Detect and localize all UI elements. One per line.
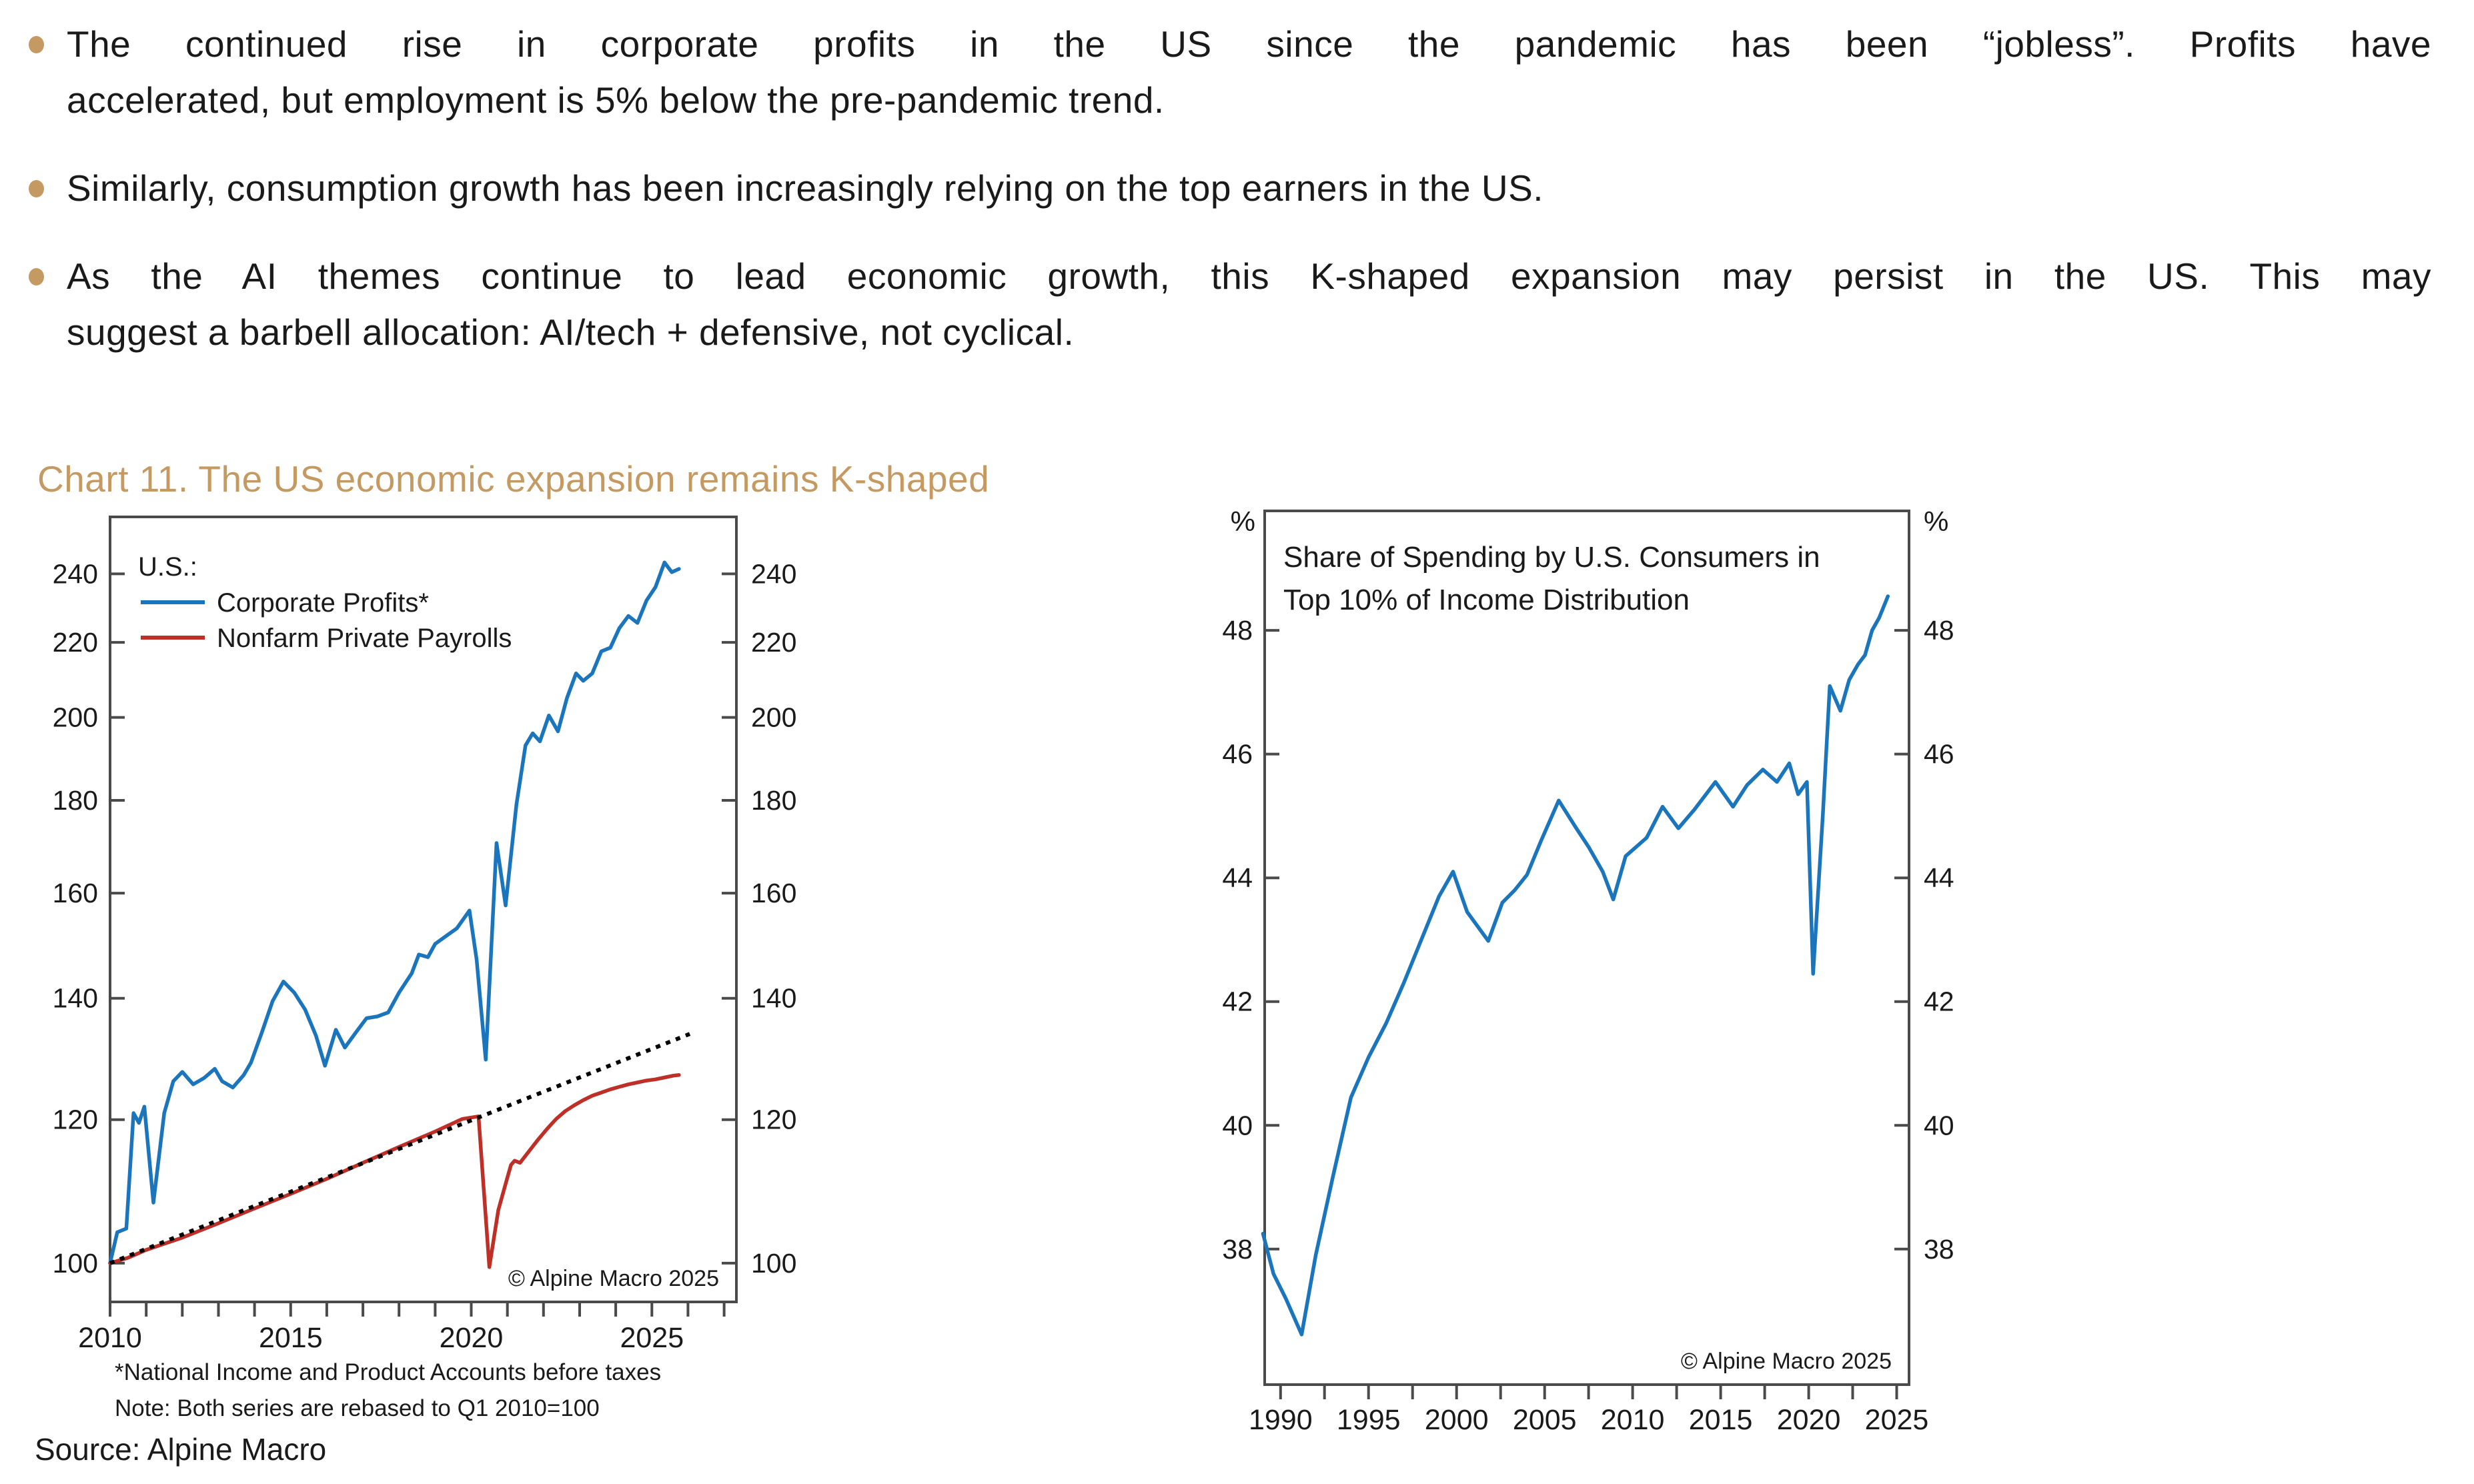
y-tick-label: 40 bbox=[1222, 1110, 1253, 1141]
bullet-text-line: The continued rise in corporate profits in the US since the pandemic has been “jobless”. Profits have bbox=[67, 23, 2431, 65]
x-tick-label: 2015 bbox=[258, 1322, 323, 1354]
y-tick-label: 200 bbox=[52, 702, 98, 733]
corporate-profits-vs-payrolls-chart bbox=[40, 494, 867, 1381]
bullet-dot-icon bbox=[29, 268, 44, 285]
y-tick-label: 42 bbox=[1222, 986, 1253, 1017]
top10-spending-share-chart bbox=[1194, 494, 2068, 1454]
y-tick-label: 240 bbox=[52, 558, 98, 590]
bullet-text-line: accelerated, but employment is 5% below the pre-pandemic trend. bbox=[67, 79, 1165, 121]
y-tick-label: 38 bbox=[1222, 1233, 1253, 1265]
x-tick-label: 2015 bbox=[1688, 1404, 1753, 1436]
y-tick-label: 46 bbox=[1924, 738, 1954, 770]
bullet-text-line: suggest a barbell allocation: AI/tech + defensive, not cyclical. bbox=[67, 311, 1075, 353]
y-tick-label: 48 bbox=[1222, 615, 1253, 646]
y-tick-label: 140 bbox=[52, 982, 98, 1014]
y-unit-label: % bbox=[1230, 506, 1255, 537]
y-tick-label: 48 bbox=[1924, 615, 1954, 646]
x-tick-label: 2010 bbox=[78, 1322, 142, 1354]
bullet-text-line: As the AI themes continue to lead economic growth, this K-shaped expansion may persist in the US. This may bbox=[67, 255, 2431, 297]
series-nonfarm-private-payrolls bbox=[110, 1075, 679, 1267]
y-tick-label: 220 bbox=[52, 627, 98, 658]
y-tick-label: 140 bbox=[751, 982, 797, 1014]
y-tick-label: 200 bbox=[751, 702, 797, 733]
y-tick-label: 38 bbox=[1924, 1233, 1954, 1265]
chart-footnote: Note: Both series are rebased to Q1 2010=100 bbox=[115, 1395, 600, 1421]
legend-label: Corporate Profits* bbox=[217, 588, 429, 618]
y-tick-label: 240 bbox=[751, 558, 797, 590]
copyright-label: © Alpine Macro 2025 bbox=[1680, 1349, 1892, 1374]
y-tick-label: 180 bbox=[751, 785, 797, 816]
bullet-list bbox=[67, 16, 2431, 392]
x-tick-label: 2010 bbox=[1600, 1404, 1665, 1436]
x-tick-label: 1995 bbox=[1336, 1404, 1401, 1436]
copyright-label: © Alpine Macro 2025 bbox=[508, 1266, 719, 1291]
y-unit-label: % bbox=[1924, 506, 1949, 537]
series-top10-spending-share bbox=[1263, 596, 1888, 1335]
chart-inner-title: Top 10% of Income Distribution bbox=[1283, 584, 1690, 616]
bullet-dot-icon bbox=[29, 36, 44, 53]
y-tick-label: 40 bbox=[1924, 1110, 1954, 1141]
chart-footnote: *National Income and Product Accounts before taxes bbox=[115, 1359, 662, 1385]
y-tick-label: 100 bbox=[751, 1247, 797, 1279]
bullet-dot-icon bbox=[29, 180, 44, 197]
y-tick-label: 100 bbox=[52, 1247, 98, 1279]
series-corporate-profits bbox=[110, 562, 679, 1263]
y-tick-label: 160 bbox=[751, 878, 797, 909]
bullet-text-line: Similarly, consumption growth has been increasingly relying on the top earners in the US. bbox=[67, 167, 1544, 209]
bullet-item bbox=[67, 248, 2431, 360]
x-tick-label: 2025 bbox=[1864, 1404, 1929, 1436]
x-tick-label: 2020 bbox=[1776, 1404, 1841, 1436]
y-tick-label: 44 bbox=[1924, 862, 1954, 894]
y-tick-label: 42 bbox=[1924, 986, 1954, 1017]
y-tick-label: 120 bbox=[52, 1104, 98, 1135]
x-tick-label: 1990 bbox=[1248, 1404, 1313, 1436]
y-tick-label: 220 bbox=[751, 627, 797, 658]
x-tick-label: 2020 bbox=[439, 1322, 504, 1354]
chart-title: Chart 11. The US economic expansion remains K-shaped bbox=[37, 458, 990, 500]
legend-title: U.S.: bbox=[138, 552, 197, 582]
bullet-item bbox=[67, 160, 2431, 216]
series-pre-pandemic-trend bbox=[110, 1034, 690, 1263]
source-label: Source: Alpine Macro bbox=[35, 1432, 327, 1467]
x-tick-label: 2005 bbox=[1512, 1404, 1577, 1436]
bullet-item bbox=[67, 16, 2431, 128]
y-tick-label: 120 bbox=[751, 1104, 797, 1135]
legend-label: Nonfarm Private Payrolls bbox=[217, 624, 512, 653]
y-tick-label: 44 bbox=[1222, 862, 1253, 894]
x-tick-label: 2000 bbox=[1424, 1404, 1489, 1436]
x-tick-label: 2025 bbox=[620, 1322, 684, 1354]
y-tick-label: 180 bbox=[52, 785, 98, 816]
y-tick-label: 46 bbox=[1222, 738, 1253, 770]
chart-inner-title: Share of Spending by U.S. Consumers in bbox=[1283, 541, 1820, 574]
y-tick-label: 160 bbox=[52, 878, 98, 909]
